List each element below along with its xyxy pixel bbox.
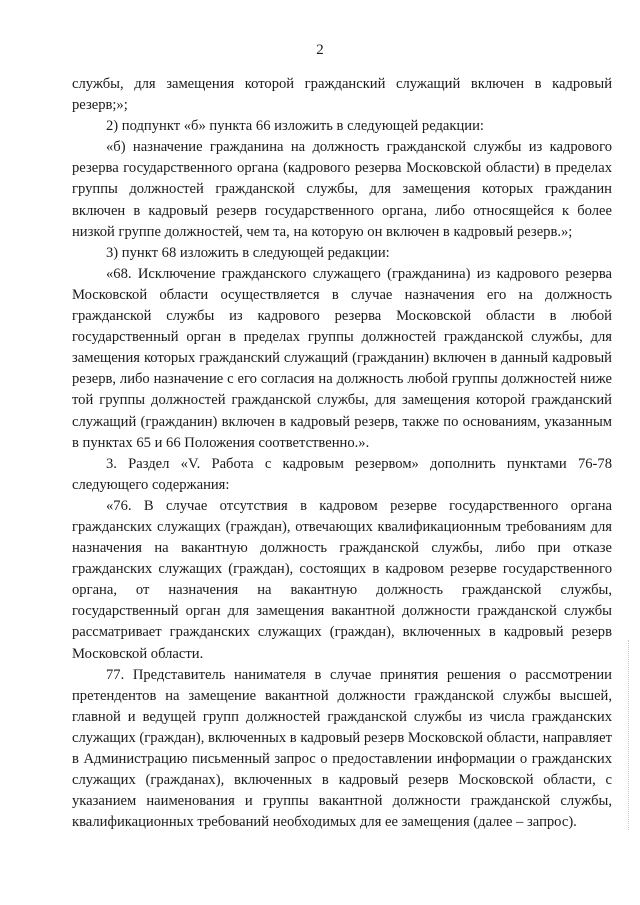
document-body [72,74,612,833]
paragraph-continuation: службы, для замещения которой гражданский служащий включен в кадровый резерв;»; [72,76,612,114]
paragraph-subitem-b-text: «б) назначение гражданина на должность гражданской службы из кадрового резерва государственного органа (кадрового резерва Московской области) в пределах группы должностей гражданской службы, для замещения которых гражданин включен в кадровый резерв государственного органа, либо относящейся к более низкой группе должностей, чем та, на которую он включен в кадровый резерв.»; [72,139,612,240]
paragraph-section-v-amendment: 3. Раздел «V. Работа с кадровым резервом» дополнить пунктами 76-78 следующего содержания: [72,455,612,493]
paragraph-subitem-2: 2) подпункт «б» пункта 66 изложить в следующей редакции: [106,118,484,135]
paragraph-item-77: 77. Представитель нанимателя в случае принятия решения о рассмотрении претендентов на замещение вакантной должности гражданской службы высшей, главной и ведущей групп должностей гражданской службы из числа гражданских служащих (граждан), включенных в кадровый резерв Московской области, направляет в Администрацию письменный запрос о предоставлении информации о гражданских служащих (гражданах), включенных в кадровый резерв Московской области, с указанием наименования и группы вакантной должности гражданской службы, квалификационных требований необходимых для ее замещения (далее – запрос). [72,666,612,831]
scan-edge-mark [628,640,631,830]
page-number: 2 [316,42,324,58]
paragraph-subitem-3: 3) пункт 68 изложить в следующей редакции: [106,244,390,261]
paragraph-item-76: «76. В случае отсутствия в кадровом резерве государственного органа гражданских служащих (граждан), отвечающих квалификационным требованиям для назначения на вакантную должность гражданской службы, либо при отказе гражданских служащих (граждан), состоящих в кадровом резерве государственного органа, от назначения на вакантную должность гражданской службы, государственный орган для замещения вакантной должности гражданской службы рассматривает гражданских служащих (граждан), включенных в кадровый резерв Московской области. [72,497,612,662]
paragraph-item-68-text: «68. Исключение гражданского служащего (гражданина) из кадрового резерва Московской области осуществляется в случае назначения его на должность гражданской службы из кадрового резерва Московской области в любой государственный орган в пределах группы должностей гражданской службы, для замещения которых гражданский служащий (гражданин) включен в данный кадровый резерв, либо назначение с его согласия на должность любой группы должностей ниже той группы должностей гражданской службы, для замещения которой гражданский служащий (гражданин) включен в кадровый резерв, также по основаниям, указанным в пунктах 65 и 66 Положения соответственно.». [72,265,612,451]
